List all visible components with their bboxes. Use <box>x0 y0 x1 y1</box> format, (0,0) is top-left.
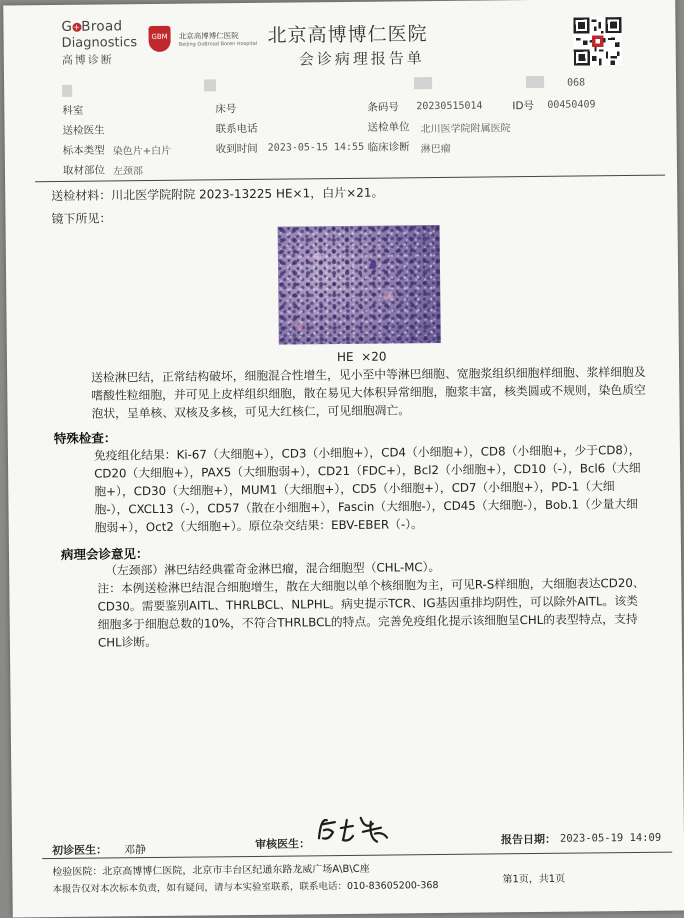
doctor-label: 送检医生 <box>62 124 105 137</box>
received-label: 收到时间 <box>215 142 258 156</box>
bed-label: 床号 <box>215 103 237 116</box>
opinion-text: （左颈部）淋巴结经典霍奇金淋巴瘤，混合细胞型（CHL-MC）。 <box>105 559 441 578</box>
barcode-value: 20230515014 <box>416 100 483 113</box>
logo-text-diagnostics: Diagnostics <box>61 35 138 51</box>
dept-label: 科室 <box>62 104 84 117</box>
report-date-value: 2023-05-19 14:09 <box>559 831 662 845</box>
material-line: 送检材料：川北医学院附院 2023-13225 HE×1，白片×21。 <box>51 185 384 204</box>
unit-value: 北川医学院附属医院 <box>420 123 511 136</box>
note-text: 注：本例送检淋巴结混合细胞增生，散在大细胞以单个核细胞为主，可见R-S样细胞，大细胞表达CD20、CD30。需要鉴别AITL、THRLBCL、NLPHL。病史提示TCR、IG基因重排均阴性，可以除外AITL。该类细胞多于细胞总数的10%，不符合THRLBCL的特点。完善免疫组化提示该细胞呈CHL的表型特点，支持CHL诊断。 <box>97 575 645 650</box>
redacted-block <box>204 79 216 91</box>
page-info: 第1页，共1页 <box>502 873 566 886</box>
hospital-badge <box>148 25 257 52</box>
lab-line: 检验医院：北京高博博仁医院，北京市丰台区纪通东路龙威广场A\B\C座 <box>52 863 370 879</box>
report-date-label: 报告日期： <box>500 832 557 847</box>
sample-type-value: 染色片+白片 <box>112 145 172 158</box>
report-sheet <box>3 0 684 917</box>
gobroad-logo <box>61 18 142 68</box>
site-label: 取材部位 <box>62 164 106 177</box>
clinical-value: 淋巴瘤 <box>420 143 451 156</box>
received-value: 2023-05-15 14:55 <box>267 141 365 154</box>
clinical-label: 临床诊断 <box>367 141 410 154</box>
microscope-title: 镜下所见： <box>51 211 112 227</box>
image-caption: HE ×20 <box>336 349 387 365</box>
badge-en-text: Beijing GoBroad Boren Hospital <box>178 40 258 48</box>
logo-text-cn: 高博诊断 <box>61 53 114 67</box>
qr-code <box>573 17 622 66</box>
opinion-block <box>97 556 646 652</box>
reviewer-signature <box>315 809 395 850</box>
microscope-description <box>91 363 652 423</box>
unit-label: 送检单位 <box>367 121 410 134</box>
row1-tail-value: 068 <box>567 77 586 89</box>
barcode-label: 条码号 <box>367 101 399 114</box>
redacted-block <box>526 76 544 88</box>
opinion-title: 病理会诊意见： <box>60 546 149 562</box>
site-value: 左颈部 <box>112 166 144 178</box>
special-exam-title: 特殊检查： <box>53 430 117 447</box>
disclaimer: 本报告仅对本次标本负责，如有疑问，请与本实验室联系，联系电话：010-83605200-368 <box>52 880 439 896</box>
badge-cn-text: 北京高博博仁医院 <box>178 30 239 41</box>
id-value: 00450409 <box>547 99 596 111</box>
microscope-text: 送检淋巴结，正常结构破坏，细胞混合性增生，见小至中等淋巴细胞、宽胞浆组织细胞样细胞、浆样细胞及嗜酸性粒细胞，并可见上皮样组织细胞，散在易见大体积异常细胞，胞浆丰富，核类圆或不规则，染色质空泡状，呈单核、双核及多核，可见大红核仁，可见细胞凋亡。 <box>91 364 646 421</box>
gbm-shield-icon: GBM <box>148 26 170 52</box>
logo-text-g: G <box>61 18 73 35</box>
id-label: ID号 <box>512 99 535 113</box>
ihc-text: 免疫组化结果：Ki-67（大细胞+），CD3（小细胞+），CD4（小细胞+），CD8（小细胞+，少于CD8），CD20（大细胞+），PAX5（大细胞弱+），CD21（FDC+），Bcl2（小细胞+），CD10（-），Bcl6（大细胞+），CD30（大细胞+），MUM1（大细胞+），CD5（小细胞+），CD7（小细胞+），PD-1（大细胞-），CXCL13（-），CD57（散在小细胞+），Fascin（大细胞-），CD45（大细胞-），Bob.1（少量大细胞弱+），Oct2（大细胞+）。原位杂交结果：EBV-EBER（-）。 <box>93 442 641 535</box>
first-doctor-name: 邓静 <box>124 843 147 857</box>
reviewer-label: 审核医生： <box>254 837 311 851</box>
patient-name-field <box>62 82 72 101</box>
sample-type-label: 标本类型 <box>62 144 105 157</box>
ihc-results <box>94 441 643 537</box>
hospital-title: 北京高博博仁医院 <box>267 23 428 47</box>
redacted-name <box>62 85 72 97</box>
report-title: 会诊病理报告单 <box>298 49 425 69</box>
cross-icon: + <box>73 22 81 32</box>
first-doctor-label: 初诊医生： <box>52 843 108 858</box>
logo-text-broad: Broad <box>81 18 123 35</box>
he-micrograph <box>278 225 441 345</box>
phone-label: 联系电话 <box>215 122 258 136</box>
redacted-block <box>414 77 432 89</box>
